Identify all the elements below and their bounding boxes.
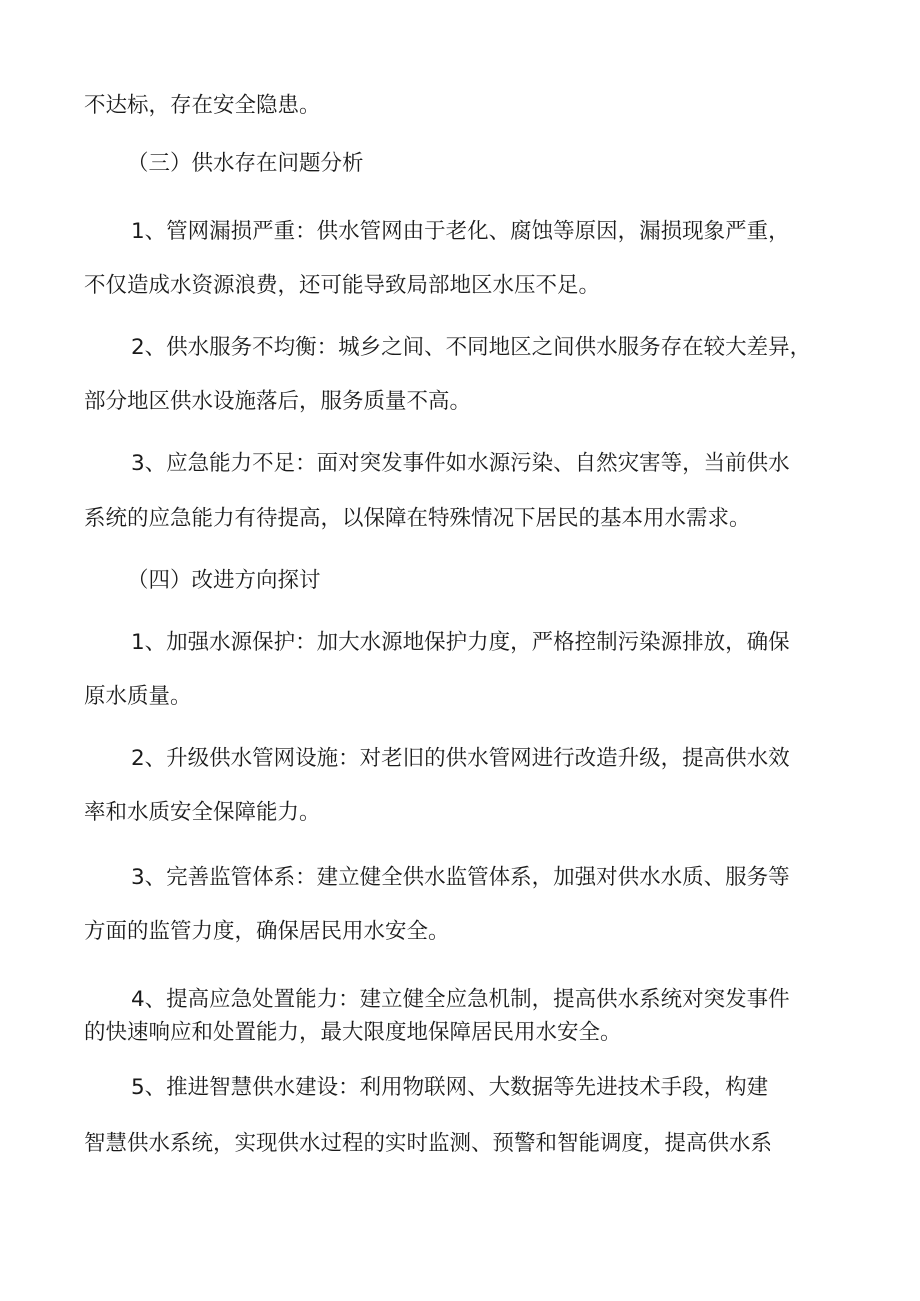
item-4-5-line-2: 智慧供水系统，实现供水过程的实时监测、预警和智能调度，提高供水系: [84, 1131, 773, 1156]
item-3-line-1: 3、应急能力不足：面对突发事件如水源污染、自然灾害等，当前供水: [131, 451, 790, 476]
item-4-1-line-2: 原水质量。: [84, 684, 192, 709]
item-4-3-line-2: 方面的监管力度，确保居民用水安全。: [84, 919, 450, 944]
item-4-4-line-2: 的快速响应和处置能力，最大限度地保障居民用水安全。: [84, 1020, 622, 1045]
item-4-1-line-1: 1、加强水源保护：加大水源地保护力度，严格控制污染源排放，确保: [131, 630, 790, 655]
item-4-5-line-1: 5、推进智慧供水建设：利用物联网、大数据等先进技术手段，构建: [131, 1075, 769, 1100]
section-heading-3: （三）供水存在问题分析: [127, 151, 364, 176]
text-line-continuation: 不达标，存在安全隐患。: [84, 93, 321, 118]
item-4-3-line-1: 3、完善监管体系：建立健全供水监管体系，加强对供水水质、服务等: [131, 865, 790, 890]
item-4-4-line-1: 4、提高应急处置能力：建立健全应急机制，提高供水系统对突发事件: [131, 987, 790, 1012]
item-4-2-line-1: 2、升级供水管网设施：对老旧的供水管网进行改造升级，提高供水效: [131, 746, 790, 771]
item-1-line-2: 不仅造成水资源浪费，还可能导致局部地区水压不足。: [84, 273, 601, 298]
item-1-line-1: 1、管网漏损严重：供水管网由于老化、腐蚀等原因，漏损现象严重，: [131, 219, 790, 244]
item-3-line-2: 系统的应急能力有待提高，以保障在特殊情况下居民的基本用水需求。: [84, 506, 751, 531]
item-2-line-2: 部分地区供水设施落后，服务质量不高。: [84, 389, 472, 414]
section-heading-4: （四）改进方向探讨: [127, 568, 321, 593]
item-4-2-line-2: 率和水质安全保障能力。: [84, 800, 321, 825]
item-2-line-1: 2、供水服务不均衡：城乡之间、不同地区之间供水服务存在较大差异，: [131, 335, 812, 360]
